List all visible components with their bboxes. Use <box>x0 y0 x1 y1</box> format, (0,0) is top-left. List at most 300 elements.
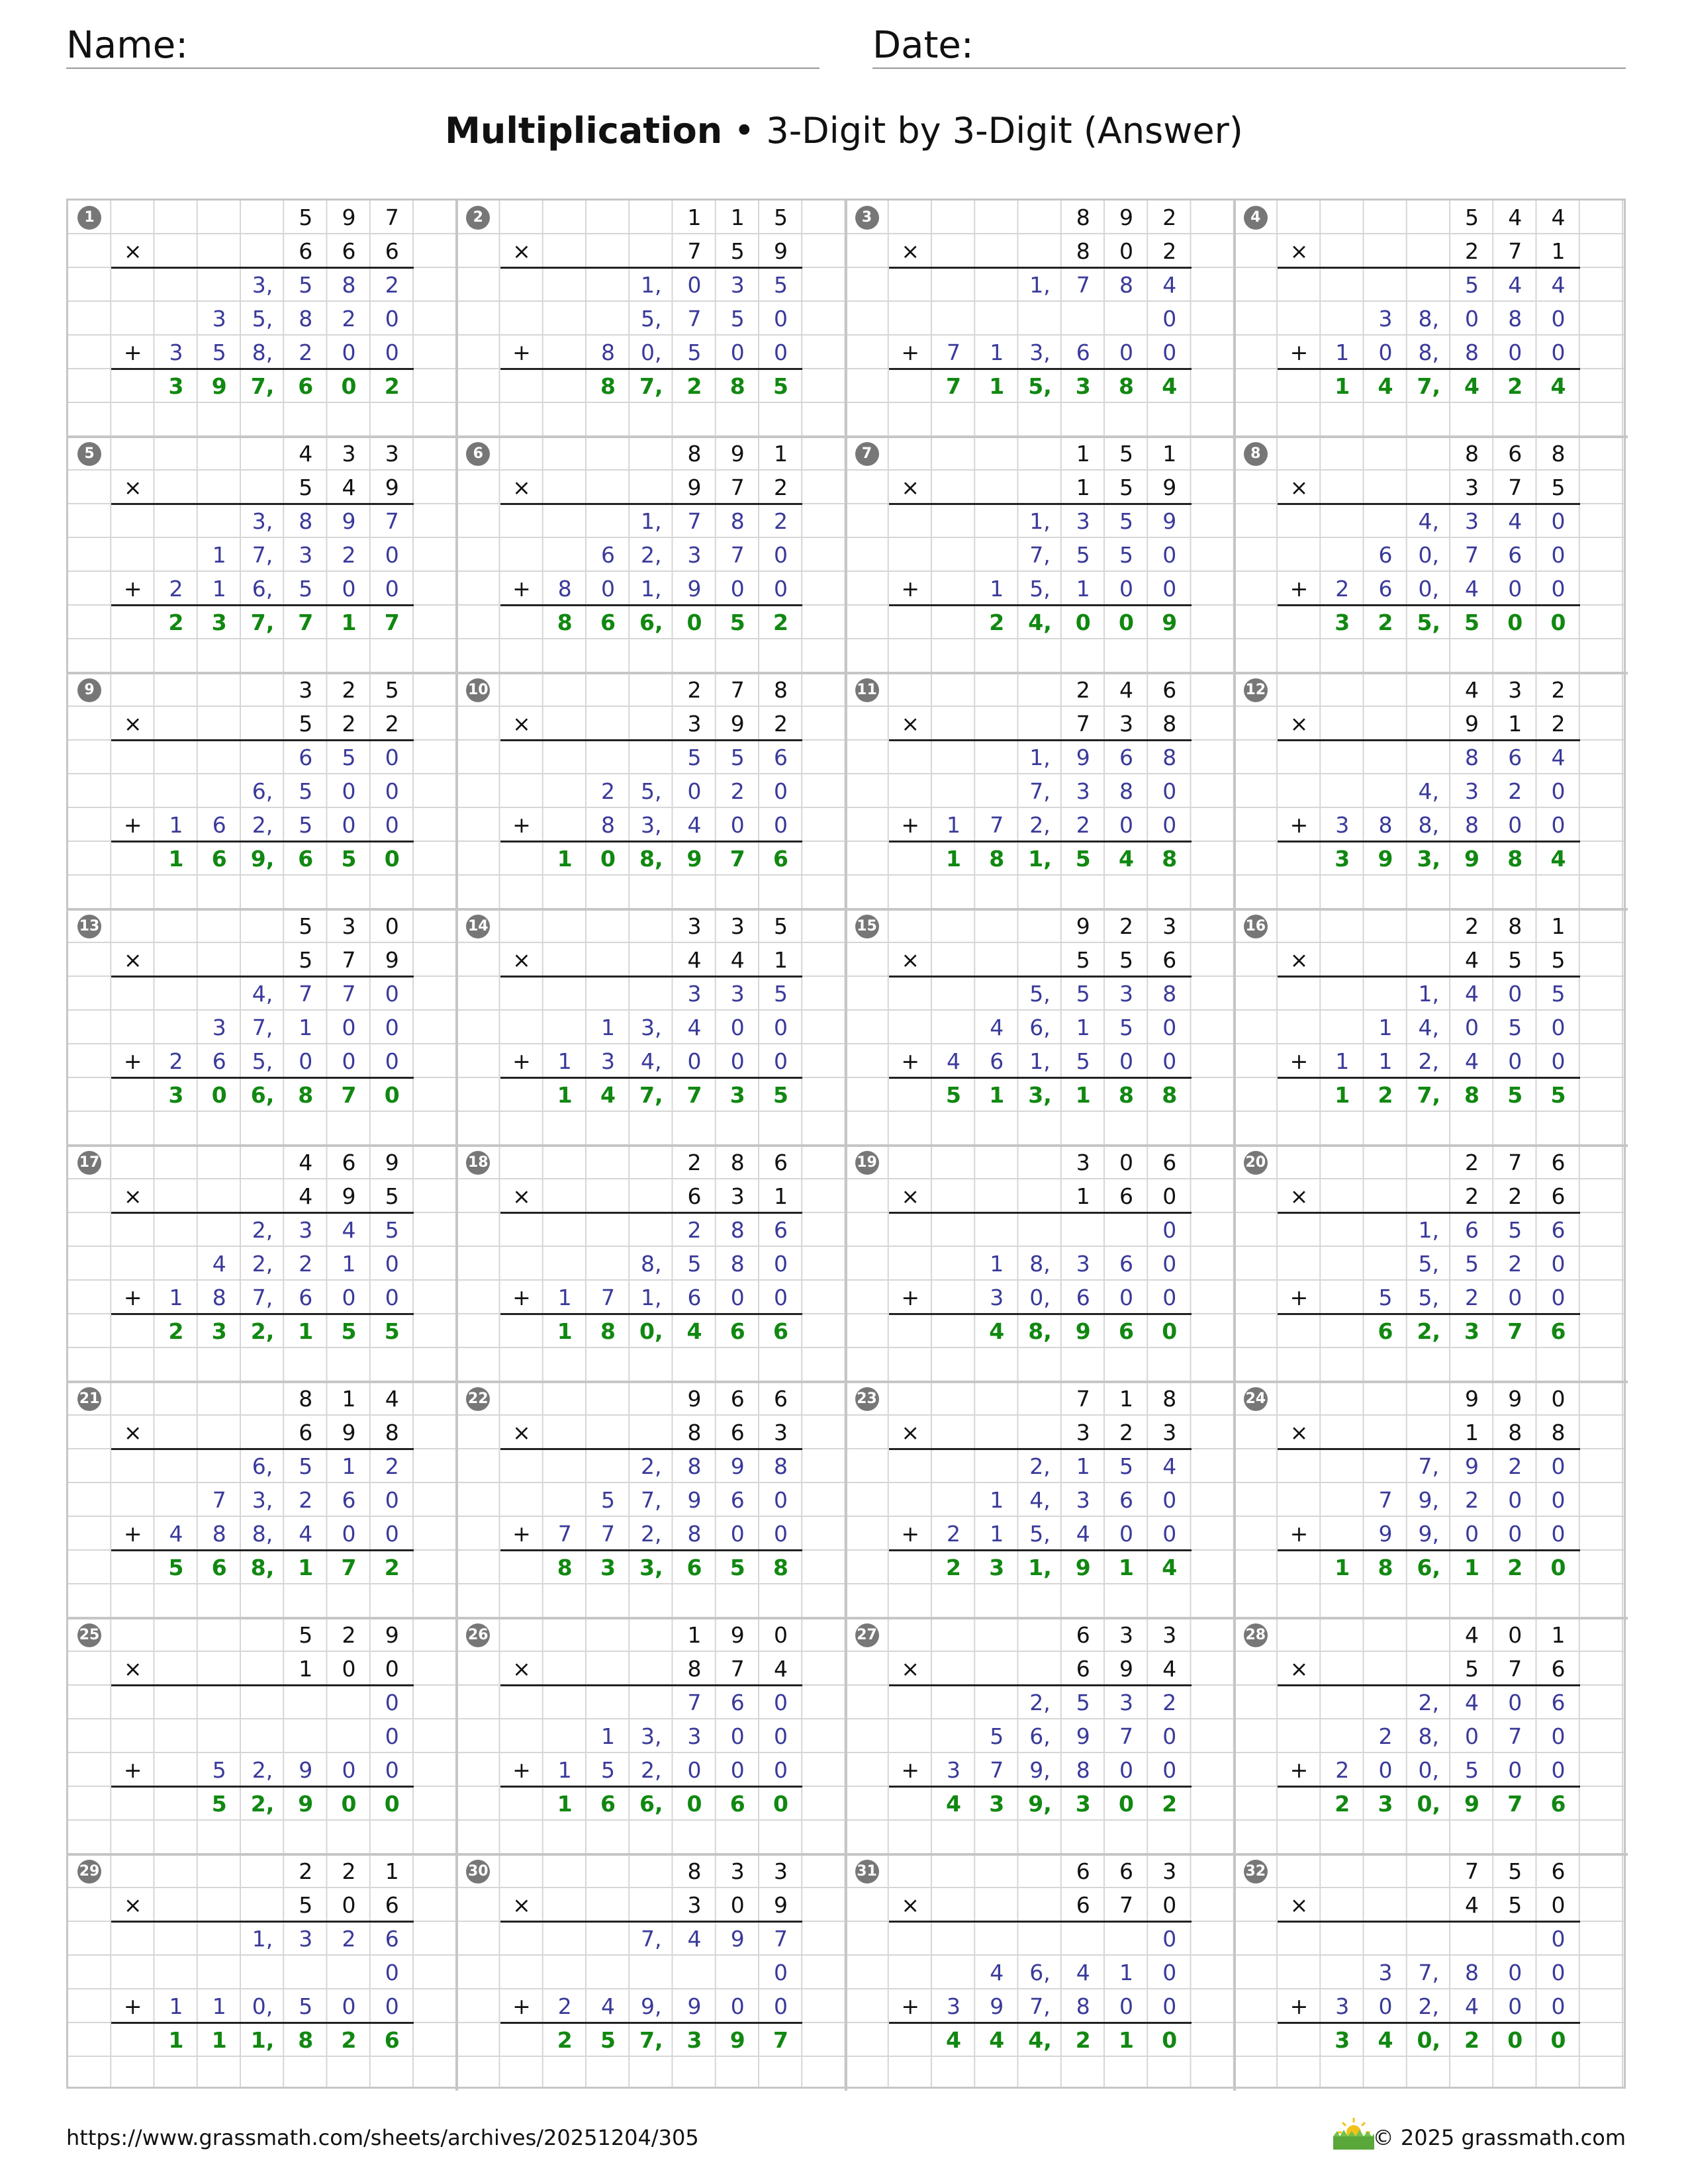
multiplicand-digit: 6 <box>1162 1150 1177 1175</box>
sum-line <box>1278 1313 1580 1315</box>
answer-digit: 6, <box>250 1082 275 1108</box>
partial-product-digit: 0 <box>1508 1285 1523 1310</box>
partial-product-digit: 2 <box>385 1453 399 1479</box>
partial-product-digit: 1, <box>641 508 662 534</box>
multiplicand-digit: 2 <box>1162 205 1177 230</box>
answer-digit: 7, <box>639 373 663 399</box>
partial-product-digit: 0 <box>1508 1690 1523 1715</box>
multiplicand-digit: 6 <box>1119 1858 1133 1884</box>
partial-product-digit: 1 <box>947 812 961 838</box>
sum-line <box>1278 1786 1580 1788</box>
partial-product-digit: 6 <box>774 1217 788 1243</box>
answer-digit: 6 <box>298 846 314 872</box>
name-line <box>66 68 820 69</box>
multiplicand-digit: 2 <box>1551 677 1566 703</box>
partial-product-digit: 3, <box>252 272 273 298</box>
partial-product-digit: 3 <box>1076 1487 1090 1513</box>
answer-digit: 3 <box>989 1555 1005 1580</box>
partial-product-digit: 7, <box>1418 1960 1439 1985</box>
partial-product-digit: 0 <box>774 812 788 838</box>
multiplier-digit: 0 <box>1119 238 1133 264</box>
answer-digit: 1 <box>168 846 184 872</box>
partial-product-digit: 2, <box>641 542 662 568</box>
partial-product-digit: 6 <box>1551 1690 1566 1715</box>
partial-product-digit: 0 <box>730 1285 745 1310</box>
partial-product-digit: 6 <box>1119 745 1133 770</box>
multiplier-digit: 7 <box>1076 711 1090 737</box>
partial-product-digit: 3 <box>687 1723 702 1749</box>
answer-digit: 4 <box>989 1318 1005 1344</box>
partial-product-digit: 0 <box>385 1757 399 1783</box>
answer-digit: 3 <box>1335 846 1350 872</box>
multiplicand-digit: 0 <box>1551 1386 1566 1412</box>
partial-product-digit: 5 <box>1076 1048 1090 1074</box>
answer-digit: 4 <box>1378 373 1393 399</box>
multiplier-digit: 9 <box>687 475 702 500</box>
partial-product-digit: 1 <box>342 1453 356 1479</box>
answer-digit: 0 <box>600 846 616 872</box>
partial-product-digit: 2, <box>1418 1048 1439 1074</box>
partial-product-digit: 0 <box>1162 340 1177 365</box>
product-line <box>500 1448 803 1450</box>
partial-product-digit: 8, <box>1418 306 1439 332</box>
multiplicand-digit: 1 <box>1076 441 1090 467</box>
answer-digit: 0 <box>773 1791 788 1817</box>
partial-product-digit: 7 <box>385 508 399 534</box>
answer-digit: 5 <box>773 1082 788 1108</box>
answer-digit: 1, <box>1028 1555 1052 1580</box>
partial-product-digit: 5 <box>385 1217 399 1243</box>
multiplicand-digit: 8 <box>1508 913 1523 939</box>
partial-product-digit: 0 <box>730 1757 745 1783</box>
partial-product-digit: 0 <box>1162 1217 1177 1243</box>
multiplicand-digit: 5 <box>385 677 399 703</box>
multiplicand-digit: 5 <box>1119 441 1133 467</box>
answer-digit: 1 <box>168 2027 184 2053</box>
problem-number-badge: 6 <box>466 442 490 466</box>
answer-digit: 5 <box>729 1555 745 1580</box>
partial-product-digit: 0 <box>730 812 745 838</box>
partial-product-digit: 1, <box>252 1926 273 1952</box>
name-field <box>66 23 820 69</box>
problem-number-badge: 24 <box>1244 1387 1268 1411</box>
partial-product-digit: 2 <box>557 1993 572 2019</box>
multiplier-digit: 1 <box>1076 1183 1090 1209</box>
partial-product-digit: 4 <box>687 1015 702 1040</box>
answer-digit: 5 <box>1464 610 1479 635</box>
partial-product-digit: 4 <box>1076 1960 1090 1985</box>
partial-product-digit: 5 <box>1465 1757 1479 1783</box>
multiplier-digit: 1 <box>774 1183 788 1209</box>
partial-product-digit: 2 <box>1378 1723 1393 1749</box>
partial-product-digit: 4 <box>1551 272 1566 298</box>
answer-digit: 0 <box>384 1791 400 1817</box>
multiplicand-digit: 5 <box>299 1622 313 1648</box>
times-symbol: × <box>512 475 531 500</box>
partial-product-digit: 4 <box>1508 272 1523 298</box>
partial-product-digit: 0 <box>1508 1993 1523 2019</box>
partial-product-digit: 0 <box>730 576 745 602</box>
partial-product-digit: 0 <box>1162 1015 1177 1040</box>
partial-product-digit: 0 <box>385 1690 399 1715</box>
sum-line <box>500 1549 803 1551</box>
partial-product-digit: 8 <box>774 1453 788 1479</box>
answer-digit: 5 <box>1507 1082 1523 1108</box>
partial-product-digit: 7 <box>730 542 745 568</box>
partial-product-digit: 5 <box>1119 542 1133 568</box>
times-symbol: × <box>512 1420 531 1445</box>
answer-digit: 6 <box>773 846 788 872</box>
partial-product-digit: 2 <box>342 542 356 568</box>
multiplicand-digit: 1 <box>774 441 788 467</box>
multiplier-digit: 1 <box>1551 238 1566 264</box>
answer-digit: 0 <box>1119 1791 1134 1817</box>
answer-digit: 0, <box>1417 1791 1440 1817</box>
answer-digit: 0 <box>1507 2027 1523 2053</box>
partial-product-digit: 6, <box>252 576 273 602</box>
product-line <box>111 739 414 741</box>
multiplicand-digit: 4 <box>1508 205 1523 230</box>
answer-digit: 8 <box>557 610 573 635</box>
partial-product-digit: 3 <box>1119 1690 1133 1715</box>
partial-product-digit: 1, <box>641 1285 662 1310</box>
multiplier-digit: 1 <box>1508 711 1523 737</box>
multiplier-digit: 9 <box>342 1183 356 1209</box>
multiplicand-digit: 6 <box>1551 1858 1566 1884</box>
partial-product-digit: 1 <box>1076 1015 1090 1040</box>
partial-product-digit: 0 <box>1551 1757 1566 1783</box>
partial-product-digit: 1 <box>212 576 226 602</box>
plus-symbol: + <box>123 1285 142 1310</box>
product-line <box>500 1921 803 1923</box>
multiplier-digit: 4 <box>299 1183 313 1209</box>
partial-product-digit: 0 <box>1465 306 1479 332</box>
partial-product-digit: 0 <box>1162 306 1177 332</box>
answer-digit: 3 <box>1464 1318 1479 1344</box>
partial-product-digit: 0 <box>1378 1993 1393 2019</box>
multiplier-digit: 5 <box>1119 947 1133 973</box>
partial-product-digit: 7, <box>252 542 273 568</box>
multiplier-digit: 4 <box>774 1656 788 1682</box>
partial-product-digit: 1 <box>169 1993 183 2019</box>
multiplier-digit: 9 <box>1162 475 1177 500</box>
partial-product-digit: 0 <box>1551 1960 1566 1985</box>
partial-product-digit: 1 <box>990 340 1004 365</box>
plus-symbol: + <box>123 1521 142 1547</box>
partial-product-digit: 0 <box>1162 812 1177 838</box>
multiplicand-digit: 8 <box>687 1858 702 1884</box>
partial-product-digit: 1 <box>990 1487 1004 1513</box>
plus-symbol: + <box>1289 1993 1309 2019</box>
answer-digit: 2 <box>168 1318 184 1344</box>
partial-product-digit: 5 <box>730 306 745 332</box>
multiplier-digit: 6 <box>342 238 356 264</box>
partial-product-digit: 5 <box>212 1757 226 1783</box>
multiplicand-digit: 1 <box>730 205 745 230</box>
plus-symbol: + <box>901 1048 920 1074</box>
partial-product-digit: 4 <box>1465 981 1479 1007</box>
partial-product-digit: 8, <box>1418 340 1439 365</box>
partial-product-digit: 0 <box>1508 576 1523 602</box>
multiplier-digit: 9 <box>342 1420 356 1445</box>
partial-product-digit: 6, <box>1029 1015 1051 1040</box>
answer-digit: 0 <box>341 373 357 399</box>
plus-symbol: + <box>512 576 531 602</box>
partial-product-digit: 0 <box>1551 778 1566 804</box>
answer-digit: 0 <box>1162 2027 1178 2053</box>
partial-product-digit: 7, <box>641 1926 662 1952</box>
partial-product-digit: 2 <box>1465 1487 1479 1513</box>
partial-product-digit: 1, <box>1029 508 1051 534</box>
multiplicand-digit: 4 <box>1551 205 1566 230</box>
plus-symbol: + <box>1289 1285 1309 1310</box>
partial-product-digit: 0 <box>385 1015 399 1040</box>
partial-product-digit: 4 <box>299 1521 313 1547</box>
partial-product-digit: 7 <box>1465 542 1479 568</box>
answer-digit: 6 <box>773 1318 788 1344</box>
partial-product-digit: 5 <box>1551 981 1566 1007</box>
partial-product-digit: 1 <box>601 1015 615 1040</box>
answer-digit: 0 <box>1162 1318 1178 1344</box>
product-line <box>111 267 414 269</box>
answer-digit: 7 <box>946 373 961 399</box>
answer-digit: 2 <box>1378 610 1393 635</box>
multiplicand-digit: 3 <box>774 1858 788 1884</box>
product-line <box>889 503 1192 505</box>
partial-product-digit: 0 <box>1465 1521 1479 1547</box>
partial-product-digit: 0 <box>1162 1487 1177 1513</box>
partial-product-digit: 4 <box>1162 1453 1177 1479</box>
product-line <box>500 739 803 741</box>
partial-product-digit: 5 <box>1119 508 1133 534</box>
problem-number-badge: 32 <box>1244 1860 1268 1884</box>
partial-product-digit: 1 <box>1335 1048 1350 1074</box>
sum-line <box>889 1549 1192 1551</box>
multiplicand-digit: 2 <box>1119 913 1133 939</box>
multiplier-digit: 9 <box>774 1892 788 1918</box>
answer-digit: 9 <box>729 2027 745 2053</box>
problem-number-badge: 15 <box>855 915 879 938</box>
times-symbol: × <box>901 238 920 264</box>
partial-product-digit: 4 <box>990 1960 1004 1985</box>
partial-product-digit: 3 <box>730 272 745 298</box>
multiplicand-digit: 1 <box>342 1386 356 1412</box>
answer-digit: 6 <box>1550 1791 1566 1817</box>
partial-product-digit: 5 <box>730 745 745 770</box>
answer-digit: 8 <box>1119 373 1134 399</box>
sum-line <box>889 368 1192 370</box>
partial-product-digit: 2 <box>1508 778 1523 804</box>
partial-product-digit: 5 <box>212 340 226 365</box>
partial-product-digit: 5 <box>774 272 788 298</box>
multiplier-digit: 8 <box>1551 1420 1566 1445</box>
partial-product-digit: 0 <box>1119 812 1133 838</box>
partial-product-digit: 0 <box>1162 1048 1177 1074</box>
multiplicand-digit: 7 <box>385 205 399 230</box>
multiplicand-digit: 8 <box>774 677 788 703</box>
answer-digit: 0 <box>1550 1555 1566 1580</box>
partial-product-digit: 6 <box>774 745 788 770</box>
sum-line <box>500 368 803 370</box>
answer-digit: 2 <box>557 2027 573 2053</box>
partial-product-digit: 8 <box>730 1251 745 1277</box>
answer-digit: 2, <box>250 1791 275 1817</box>
partial-product-digit: 3, <box>641 1015 662 1040</box>
partial-product-digit: 3 <box>299 1926 313 1952</box>
partial-product-digit: 0 <box>1162 1960 1177 1985</box>
partial-product-digit: 0 <box>601 576 615 602</box>
partial-product-digit: 0 <box>774 542 788 568</box>
partial-product-digit: 0 <box>1162 1723 1177 1749</box>
partial-product-digit: 1 <box>990 1251 1004 1277</box>
partial-product-digit: 0 <box>1508 1487 1523 1513</box>
partial-product-digit: 1, <box>1418 981 1439 1007</box>
answer-digit: 3 <box>211 610 227 635</box>
multiplicand-digit: 9 <box>342 205 356 230</box>
answer-digit: 8 <box>600 373 616 399</box>
partial-product-digit: 2 <box>1508 1251 1523 1277</box>
multiplicand-digit: 6 <box>1551 1150 1566 1175</box>
multiplier-digit: 2 <box>1551 711 1566 737</box>
partial-product-digit: 1, <box>1029 745 1051 770</box>
plus-symbol: + <box>901 1993 920 2019</box>
partial-product-digit: 5 <box>1119 1453 1133 1479</box>
multiplier-digit: 9 <box>1119 1656 1133 1682</box>
multiplicand-digit: 9 <box>1076 913 1090 939</box>
answer-digit: 1 <box>298 1555 314 1580</box>
problem-number-badge: 7 <box>855 442 879 466</box>
partial-product-digit: 0 <box>385 745 399 770</box>
partial-product-digit: 0 <box>1551 508 1566 534</box>
answer-digit: 8 <box>773 1555 788 1580</box>
answer-digit: 4 <box>946 1791 961 1817</box>
partial-product-digit: 0 <box>1551 1521 1566 1547</box>
answer-digit: 0 <box>1075 610 1091 635</box>
times-symbol: × <box>901 1420 920 1445</box>
answer-digit: 2 <box>1507 373 1523 399</box>
multiplicand-digit: 6 <box>1508 441 1523 467</box>
partial-product-digit: 0 <box>687 1757 702 1783</box>
partial-product-digit: 0, <box>1418 1757 1439 1783</box>
partial-product-digit: 0 <box>1465 1015 1479 1040</box>
partial-product-digit: 0 <box>774 1285 788 1310</box>
answer-digit: 6 <box>600 1791 616 1817</box>
problem-number-badge: 13 <box>77 915 101 938</box>
multiplicand-digit: 9 <box>730 1622 745 1648</box>
partial-product-digit: 0 <box>687 1048 702 1074</box>
partial-product-digit: 8 <box>687 1521 702 1547</box>
partial-product-digit: 3 <box>1076 1251 1090 1277</box>
partial-product-digit: 2 <box>947 1521 961 1547</box>
partial-product-digit: 7 <box>342 981 356 1007</box>
product-line <box>889 267 1192 269</box>
multiplicand-digit: 6 <box>1076 1622 1090 1648</box>
sum-line <box>1278 604 1580 606</box>
sum-line <box>500 604 803 606</box>
multiplier-digit: 9 <box>730 711 745 737</box>
product-line <box>111 976 414 978</box>
partial-product-digit: 5 <box>1076 981 1090 1007</box>
partial-product-digit: 4 <box>1465 1048 1479 1074</box>
multiplier-digit: 6 <box>299 238 313 264</box>
partial-product-digit: 0 <box>1551 1048 1566 1074</box>
partial-product-digit: 5 <box>299 1993 313 2019</box>
partial-product-digit: 0 <box>1162 542 1177 568</box>
partial-product-digit: 5 <box>1076 542 1090 568</box>
answer-digit: 2 <box>686 373 702 399</box>
partial-product-digit: 4, <box>1418 508 1439 534</box>
plus-symbol: + <box>123 812 142 838</box>
multiplier-digit: 0 <box>342 1892 356 1918</box>
multiplicand-digit: 3 <box>1076 1150 1090 1175</box>
answer-digit: 6, <box>1417 1555 1440 1580</box>
sum-line <box>889 1786 1192 1788</box>
answer-digit: 0 <box>686 1791 702 1817</box>
partial-product-digit: 7 <box>774 1926 788 1952</box>
answer-digit: 1, <box>1028 846 1052 872</box>
product-line <box>500 503 803 505</box>
partial-product-digit: 0 <box>342 1993 356 2019</box>
multiplier-digit: 7 <box>1508 1656 1523 1682</box>
partial-product-digit: 0 <box>385 1521 399 1547</box>
partial-product-digit: 7 <box>299 981 313 1007</box>
multiplicand-digit: 1 <box>687 205 702 230</box>
partial-product-digit: 0 <box>1162 1993 1177 2019</box>
answer-digit: 8 <box>1464 1082 1479 1108</box>
partial-product-digit: 5 <box>1465 272 1479 298</box>
answer-digit: 6 <box>1378 1318 1393 1344</box>
sum-line <box>1278 368 1580 370</box>
partial-product-digit: 5 <box>601 1487 615 1513</box>
partial-product-digit: 3 <box>947 1757 961 1783</box>
times-symbol: × <box>1289 1892 1309 1918</box>
partial-product-digit: 0 <box>385 1487 399 1513</box>
answer-digit: 2 <box>168 610 184 635</box>
answer-digit: 8, <box>639 846 663 872</box>
answer-digit: 8 <box>989 846 1005 872</box>
partial-product-digit: 4 <box>601 1993 615 2019</box>
partial-product-digit: 8 <box>1378 812 1393 838</box>
multiplier-digit: 1 <box>299 1656 313 1682</box>
partial-product-digit: 6 <box>730 1690 745 1715</box>
times-symbol: × <box>901 1183 920 1209</box>
answer-digit: 5 <box>168 1555 184 1580</box>
partial-product-digit: 5, <box>1029 1521 1051 1547</box>
multiplier-digit: 8 <box>385 1420 399 1445</box>
sum-line <box>889 841 1192 842</box>
answer-digit: 0 <box>1550 610 1566 635</box>
partial-product-digit: 4 <box>1508 508 1523 534</box>
partial-product-digit: 8 <box>299 508 313 534</box>
multiplicand-digit: 8 <box>1551 441 1566 467</box>
multiplicand-digit: 1 <box>1551 913 1566 939</box>
partial-product-digit: 7, <box>1029 542 1051 568</box>
sum-line <box>111 2022 414 2024</box>
partial-product-digit: 8 <box>299 306 313 332</box>
multiplier-digit: 2 <box>1119 1420 1133 1445</box>
answer-digit: 7 <box>773 2027 788 2053</box>
partial-product-digit: 3 <box>1378 306 1393 332</box>
problem-number-badge: 9 <box>77 678 101 702</box>
times-symbol: × <box>512 238 531 264</box>
multiplier-digit: 8 <box>1508 1420 1523 1445</box>
multiplicand-digit: 1 <box>1162 441 1177 467</box>
answer-digit: 8 <box>298 1082 314 1108</box>
problem-number-badge: 28 <box>1244 1623 1268 1647</box>
partial-product-digit: 2 <box>1465 1285 1479 1310</box>
partial-product-digit: 9, <box>1418 1487 1439 1513</box>
multiplicand-digit: 4 <box>299 441 313 467</box>
